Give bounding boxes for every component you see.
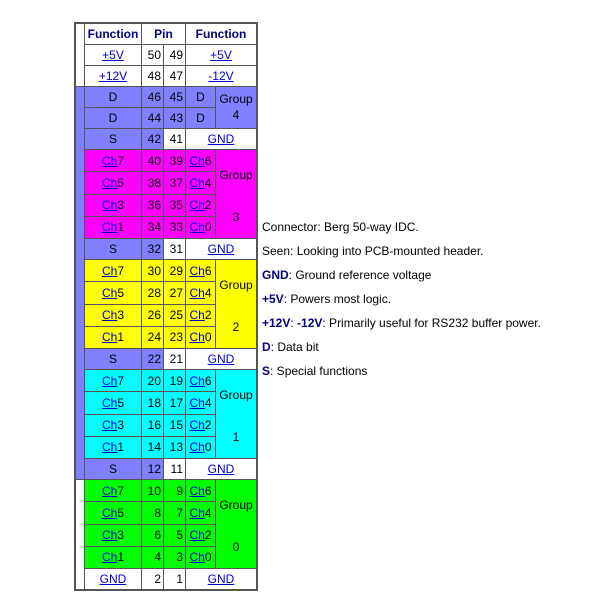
table-row: Ch1 24 23 Ch0 bbox=[75, 326, 257, 348]
pin-number: 23 bbox=[164, 326, 186, 348]
legend-5v: +5V: Powers most logic. bbox=[262, 292, 392, 306]
pin-number: 16 bbox=[142, 414, 164, 436]
link-ch[interactable]: Ch bbox=[101, 308, 118, 323]
group-label: Group 1 bbox=[216, 370, 258, 459]
pin-number: 48 bbox=[142, 66, 164, 87]
legend-connector: Connector: Berg 50-way IDC. bbox=[262, 220, 419, 234]
pin-number: 42 bbox=[142, 129, 164, 150]
link-ch[interactable]: Ch bbox=[189, 175, 205, 190]
pin-number: 19 bbox=[164, 370, 186, 392]
link-ch[interactable]: Ch bbox=[189, 330, 205, 345]
table-row: Ch7 20 19 Ch6 Group 1 bbox=[75, 370, 257, 392]
link-gnd[interactable]: GND bbox=[207, 242, 235, 256]
pin-number: 26 bbox=[142, 304, 164, 326]
function-cell: D bbox=[186, 87, 216, 108]
pin-number: 30 bbox=[142, 260, 164, 282]
table-row: Ch3 36 35 Ch2 bbox=[75, 194, 257, 216]
side-strip bbox=[75, 23, 85, 87]
link-ch[interactable]: Ch bbox=[189, 153, 205, 168]
link-ch[interactable]: Ch bbox=[189, 528, 205, 543]
legend-12v: +12V: -12V: Primarily useful for RS232 buffer power. bbox=[262, 316, 541, 330]
pinout-table bbox=[74, 22, 258, 591]
pin-number: 33 bbox=[164, 216, 186, 238]
link-ch[interactable]: Ch bbox=[101, 505, 118, 520]
pin-number: 9 bbox=[164, 480, 186, 502]
header-function-left: Function bbox=[85, 23, 142, 45]
link-plus12v[interactable]: +12V bbox=[98, 69, 128, 83]
table-row: Ch1 14 13 Ch0 bbox=[75, 436, 257, 458]
pin-number: 3 bbox=[164, 546, 186, 568]
table-row: Ch7 10 9 Ch6 Group 0 bbox=[75, 480, 257, 502]
link-ch[interactable]: Ch bbox=[189, 263, 205, 278]
pin-number: 39 bbox=[164, 150, 186, 172]
table-row: Ch7 40 39 Ch6 Group 3 bbox=[75, 150, 257, 172]
link-ch[interactable]: Ch bbox=[101, 220, 118, 235]
table-row: Ch5 8 7 Ch4 bbox=[75, 502, 257, 524]
legend-gnd: GND: Ground reference voltage bbox=[262, 268, 432, 282]
link-minus12v[interactable]: -12V bbox=[208, 69, 234, 83]
table-row: Ch1 34 33 Ch0 bbox=[75, 216, 257, 238]
link-gnd[interactable]: GND bbox=[207, 572, 235, 586]
function-cell: D bbox=[85, 87, 142, 108]
link-ch[interactable]: Ch bbox=[101, 528, 118, 543]
link-ch[interactable]: Ch bbox=[189, 505, 205, 520]
link-gnd[interactable]: GND bbox=[207, 352, 235, 366]
link-ch[interactable]: Ch bbox=[189, 395, 205, 410]
pin-number: 43 bbox=[164, 108, 186, 129]
link-gnd[interactable]: GND bbox=[99, 572, 127, 586]
link-ch[interactable]: Ch bbox=[101, 153, 118, 168]
link-ch[interactable]: Ch bbox=[189, 285, 205, 300]
link-gnd[interactable]: GND bbox=[207, 132, 235, 146]
link-plus5v[interactable]: +5V bbox=[210, 48, 232, 62]
function-cell: D bbox=[186, 108, 216, 129]
pin-number: 10 bbox=[142, 480, 164, 502]
table-row bbox=[75, 569, 257, 591]
link-ch[interactable]: Ch bbox=[189, 308, 205, 323]
pin-number: 2 bbox=[142, 569, 164, 591]
pin-number: 44 bbox=[142, 108, 164, 129]
pin-number: 18 bbox=[142, 392, 164, 414]
legend-s: S: Special functions bbox=[262, 364, 368, 378]
link-ch[interactable]: Ch bbox=[189, 220, 205, 235]
link-ch[interactable]: Ch bbox=[101, 175, 118, 190]
table-row bbox=[75, 459, 257, 480]
table-row bbox=[75, 45, 257, 66]
table-row bbox=[75, 349, 257, 370]
pin-number: 31 bbox=[164, 239, 186, 260]
group-label: Group 3 bbox=[216, 150, 258, 239]
pin-number: 50 bbox=[142, 45, 164, 66]
pin-number: 27 bbox=[164, 282, 186, 304]
pin-number: 14 bbox=[142, 436, 164, 458]
pin-number: 47 bbox=[164, 66, 186, 87]
table-row bbox=[75, 129, 257, 150]
pin-number: 11 bbox=[164, 459, 186, 480]
function-cell: S bbox=[85, 459, 142, 480]
pin-number: 4 bbox=[142, 546, 164, 568]
function-cell: D bbox=[85, 108, 142, 129]
pin-number: 35 bbox=[164, 194, 186, 216]
link-gnd[interactable]: GND bbox=[207, 462, 235, 476]
function-cell: S bbox=[85, 239, 142, 260]
pin-number: 38 bbox=[142, 172, 164, 194]
pin-number: 6 bbox=[142, 524, 164, 546]
table-row bbox=[75, 239, 257, 260]
link-ch[interactable]: Ch bbox=[101, 395, 118, 410]
pin-number: 13 bbox=[164, 436, 186, 458]
link-ch[interactable]: Ch bbox=[101, 198, 118, 213]
header-function-right: Function bbox=[186, 23, 258, 45]
link-ch[interactable]: Ch bbox=[189, 483, 205, 498]
link-ch[interactable]: Ch bbox=[101, 263, 118, 278]
pin-number: 40 bbox=[142, 150, 164, 172]
table-row: Ch5 18 17 Ch4 bbox=[75, 392, 257, 414]
pin-number: 21 bbox=[164, 349, 186, 370]
header-row bbox=[75, 23, 257, 45]
table-row: Ch5 38 37 Ch4 bbox=[75, 172, 257, 194]
link-ch[interactable]: Ch bbox=[101, 373, 118, 388]
pin-number: 1 bbox=[164, 569, 186, 591]
table-row bbox=[75, 87, 257, 108]
side-strip bbox=[75, 87, 85, 480]
side-strip bbox=[75, 480, 85, 591]
pin-number: 8 bbox=[142, 502, 164, 524]
header-pin: Pin bbox=[142, 23, 186, 45]
pin-number: 34 bbox=[142, 216, 164, 238]
link-ch[interactable]: Ch bbox=[189, 418, 205, 433]
legend-seen: Seen: Looking into PCB-mounted header. bbox=[262, 244, 484, 258]
pin-number: 15 bbox=[164, 414, 186, 436]
table-row: Ch5 28 27 Ch4 bbox=[75, 282, 257, 304]
legend-d: D: Data bit bbox=[262, 340, 319, 354]
table-row: Ch7 30 29 Ch6 Group 2 bbox=[75, 260, 257, 282]
table-row: Ch1 4 3 Ch0 bbox=[75, 546, 257, 568]
pin-number: 28 bbox=[142, 282, 164, 304]
pin-number: 7 bbox=[164, 502, 186, 524]
legend bbox=[262, 218, 541, 386]
pin-number: 22 bbox=[142, 349, 164, 370]
pin-number: 24 bbox=[142, 326, 164, 348]
function-cell: S bbox=[85, 129, 142, 150]
group-label: Group 4 bbox=[216, 87, 258, 129]
link-ch[interactable]: Ch bbox=[189, 373, 205, 388]
pin-number: 29 bbox=[164, 260, 186, 282]
pin-number: 37 bbox=[164, 172, 186, 194]
group-label: Group 0 bbox=[216, 480, 258, 569]
group-label: Group 2 bbox=[216, 260, 258, 349]
table-row: Ch3 6 5 Ch2 bbox=[75, 524, 257, 546]
pin-number: 12 bbox=[142, 459, 164, 480]
pin-number: 17 bbox=[164, 392, 186, 414]
pin-number: 25 bbox=[164, 304, 186, 326]
pin-number: 45 bbox=[164, 87, 186, 108]
link-ch[interactable]: Ch bbox=[101, 483, 118, 498]
link-plus5v[interactable]: +5V bbox=[102, 48, 124, 62]
pin-number: 5 bbox=[164, 524, 186, 546]
pin-number: 41 bbox=[164, 129, 186, 150]
pin-number: 46 bbox=[142, 87, 164, 108]
link-ch[interactable]: Ch bbox=[189, 440, 205, 455]
link-ch[interactable]: Ch bbox=[101, 418, 118, 433]
pin-number: 20 bbox=[142, 370, 164, 392]
pin-number: 36 bbox=[142, 194, 164, 216]
table-row: Ch3 16 15 Ch2 bbox=[75, 414, 257, 436]
link-ch[interactable]: Ch bbox=[189, 198, 205, 213]
link-ch[interactable]: Ch bbox=[189, 550, 205, 565]
function-cell: S bbox=[85, 349, 142, 370]
link-ch[interactable]: Ch bbox=[101, 550, 118, 565]
link-ch[interactable]: Ch bbox=[101, 330, 118, 345]
table-row: Ch3 26 25 Ch2 bbox=[75, 304, 257, 326]
pin-number: 32 bbox=[142, 239, 164, 260]
link-ch[interactable]: Ch bbox=[101, 285, 118, 300]
link-ch[interactable]: Ch bbox=[101, 440, 118, 455]
table-row bbox=[75, 66, 257, 87]
pin-number: 49 bbox=[164, 45, 186, 66]
